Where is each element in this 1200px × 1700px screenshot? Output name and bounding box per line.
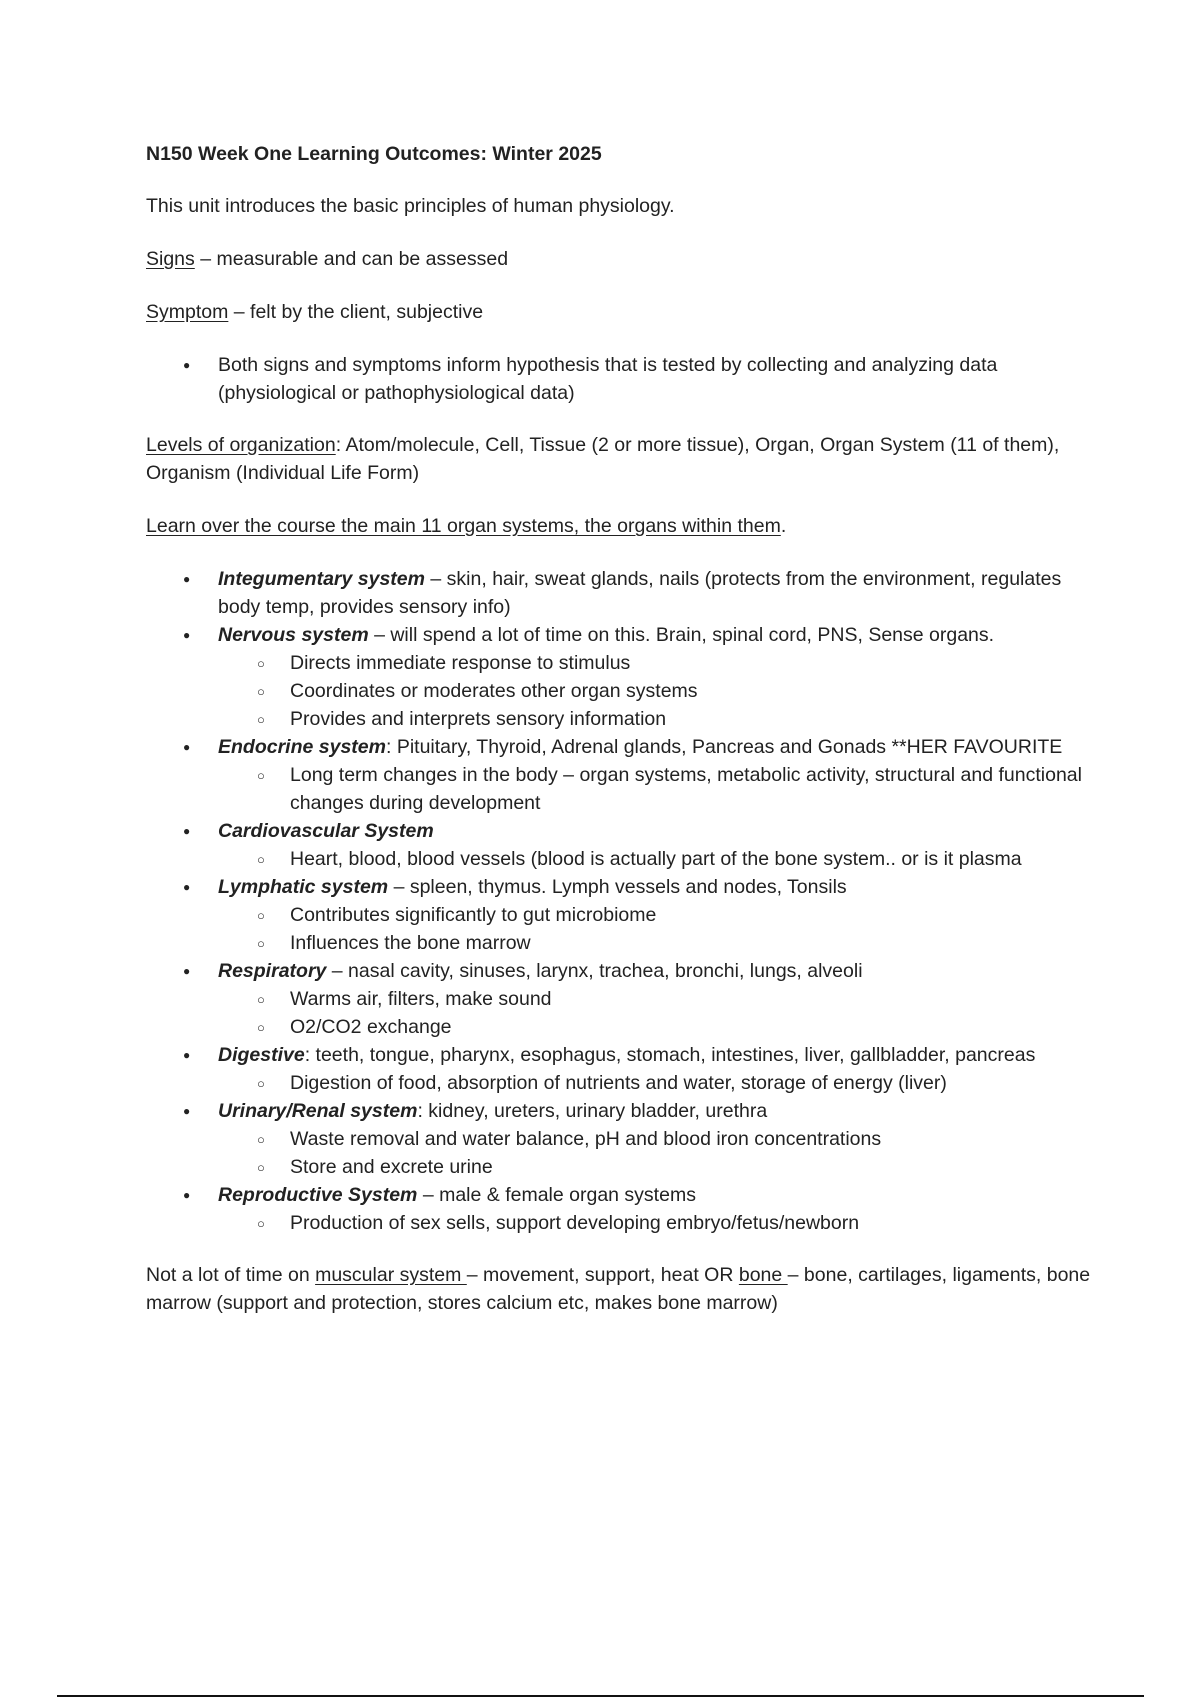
organ-system-subpoint: ○ Contributes significantly to gut microbiome: [290, 901, 1096, 929]
organ-system-name: Reproductive System: [218, 1184, 418, 1206]
organ-system-subpoints: [218, 845, 1096, 873]
organ-system-subpoints: [218, 761, 1096, 817]
organ-system-name: Digestive: [218, 1044, 305, 1066]
organ-system-description: – will spend a lot of time on this. Brain, spinal cord, PNS, Sense organs.: [368, 624, 995, 646]
organ-system-subpoint: ○ Directs immediate response to stimulus: [290, 649, 1096, 677]
page-bottom-rule: [57, 1695, 1144, 1697]
organ-system-item: [218, 1181, 1096, 1237]
symptom-text: – felt by the client, subjective: [228, 301, 484, 323]
signs-text: – measurable and can be assessed: [194, 248, 509, 270]
closing-text-2: – movement, support, heat OR: [466, 1264, 739, 1286]
organ-system-name: Integumentary system: [218, 568, 425, 590]
organ-system-item: [218, 817, 1096, 873]
organ-system-subpoint: ○ O2/CO2 exchange: [290, 1013, 1096, 1041]
organ-system-subpoints: [218, 1209, 1096, 1237]
organ-system-subpoint: ○ Provides and interprets sensory information: [290, 705, 1096, 733]
organ-system-item: [218, 621, 1096, 733]
signs-term: Signs: [146, 248, 195, 270]
organ-system-item: [218, 873, 1096, 957]
organ-system-name: Respiratory: [218, 960, 327, 982]
organ-system-name: Lymphatic system: [218, 876, 389, 898]
organ-system-name: Endocrine system: [218, 736, 386, 758]
organ-system-subpoint: ○ Long term changes in the body – organ systems, metabolic activity, structural and functional changes during development: [290, 761, 1096, 817]
organ-system-subpoints: [218, 649, 1096, 733]
closing-text-3: – bone, cartilages, ligaments, bone marrow (support and protection, stores calcium etc, makes bone marrow): [146, 1264, 1091, 1314]
organ-system-subpoints: [218, 901, 1096, 957]
document-title: N150 Week One Learning Outcomes: Winter 2025: [146, 143, 602, 165]
organ-system-description: – male & female organ systems: [417, 1184, 696, 1206]
learn-line: [146, 512, 1096, 540]
organ-system-description: – skin, hair, sweat glands, nails (protects from the environment, regulates body temp, provides sensory info): [218, 568, 1062, 618]
organ-system-subpoint: ○ Digestion of food, absorption of nutrients and water, storage of energy (liver): [290, 1069, 1096, 1097]
organ-system-name: Urinary/Renal system: [218, 1100, 418, 1122]
organ-system-subpoint: ○ Coordinates or moderates other organ systems: [290, 677, 1096, 705]
hypothesis-bullet: ● Both signs and symptoms inform hypothesis that is tested by collecting and analyzing data (physiological or pathophysiological data): [218, 351, 1096, 407]
levels-term: Levels of organization: [146, 434, 336, 456]
bone-link-text: bone: [738, 1264, 788, 1286]
organ-system-subpoints: [218, 985, 1096, 1041]
organ-system-subpoint: ○ Production of sex sells, support developing embryo/fetus/newborn: [290, 1209, 1096, 1237]
organ-system-description: : kidney, ureters, urinary bladder, urethra: [417, 1100, 768, 1122]
organ-system-item: [218, 1097, 1096, 1181]
organ-system-description: – nasal cavity, sinuses, larynx, trachea, bronchi, lungs, alveoli: [326, 960, 863, 982]
symptom-definition: [146, 298, 1096, 326]
hypothesis-list: [146, 351, 1096, 407]
levels-paragraph: [146, 431, 1096, 487]
organ-systems-list: [146, 565, 1096, 1237]
document-page: [146, 140, 1096, 1317]
learn-line-underlined: Learn over the course the main 11 organ systems, the organs within them: [146, 515, 781, 537]
organ-system-item: [218, 565, 1096, 621]
organ-system-subpoint: ○ Warms air, filters, make sound: [290, 985, 1096, 1013]
organ-system-description: – spleen, thymus. Lymph vessels and nodes, Tonsils: [388, 876, 847, 898]
organ-system-item: [218, 1041, 1096, 1097]
closing-paragraph: [146, 1261, 1096, 1317]
learn-line-tail: .: [780, 515, 787, 537]
organ-system-subpoint: ○ Store and excrete urine: [290, 1153, 1096, 1181]
organ-system-name: Cardiovascular System: [218, 820, 434, 842]
organ-system-description: : Pituitary, Thyroid, Adrenal glands, Pancreas and Gonads **HER FAVOURITE: [385, 736, 1063, 758]
organ-system-subpoint: ○ Waste removal and water balance, pH and blood iron concentrations: [290, 1125, 1096, 1153]
organ-system-subpoint: ○ Heart, blood, blood vessels (blood is actually part of the bone system.. or is it plasma: [290, 845, 1096, 873]
organ-system-item: [218, 733, 1096, 817]
organ-system-item: [218, 957, 1096, 1041]
levels-text: : Atom/molecule, Cell, Tissue (2 or more tissue), Organ, Organ System (11 of them), Organism (Individual Life Form): [146, 434, 1060, 484]
organ-system-description: : teeth, tongue, pharynx, esophagus, stomach, intestines, liver, gallbladder, pancreas: [304, 1044, 1036, 1066]
organ-system-name: Nervous system: [218, 624, 369, 646]
intro-paragraph: This unit introduces the basic principles of human physiology.: [146, 195, 675, 217]
muscular-system-link-text: muscular system: [315, 1264, 467, 1286]
symptom-term: Symptom: [146, 301, 229, 323]
closing-text-1: Not a lot of time on: [146, 1264, 316, 1286]
organ-system-subpoint: ○ Influences the bone marrow: [290, 929, 1096, 957]
organ-system-subpoints: [218, 1069, 1096, 1097]
organ-system-subpoints: [218, 1125, 1096, 1181]
signs-definition: [146, 245, 1096, 273]
